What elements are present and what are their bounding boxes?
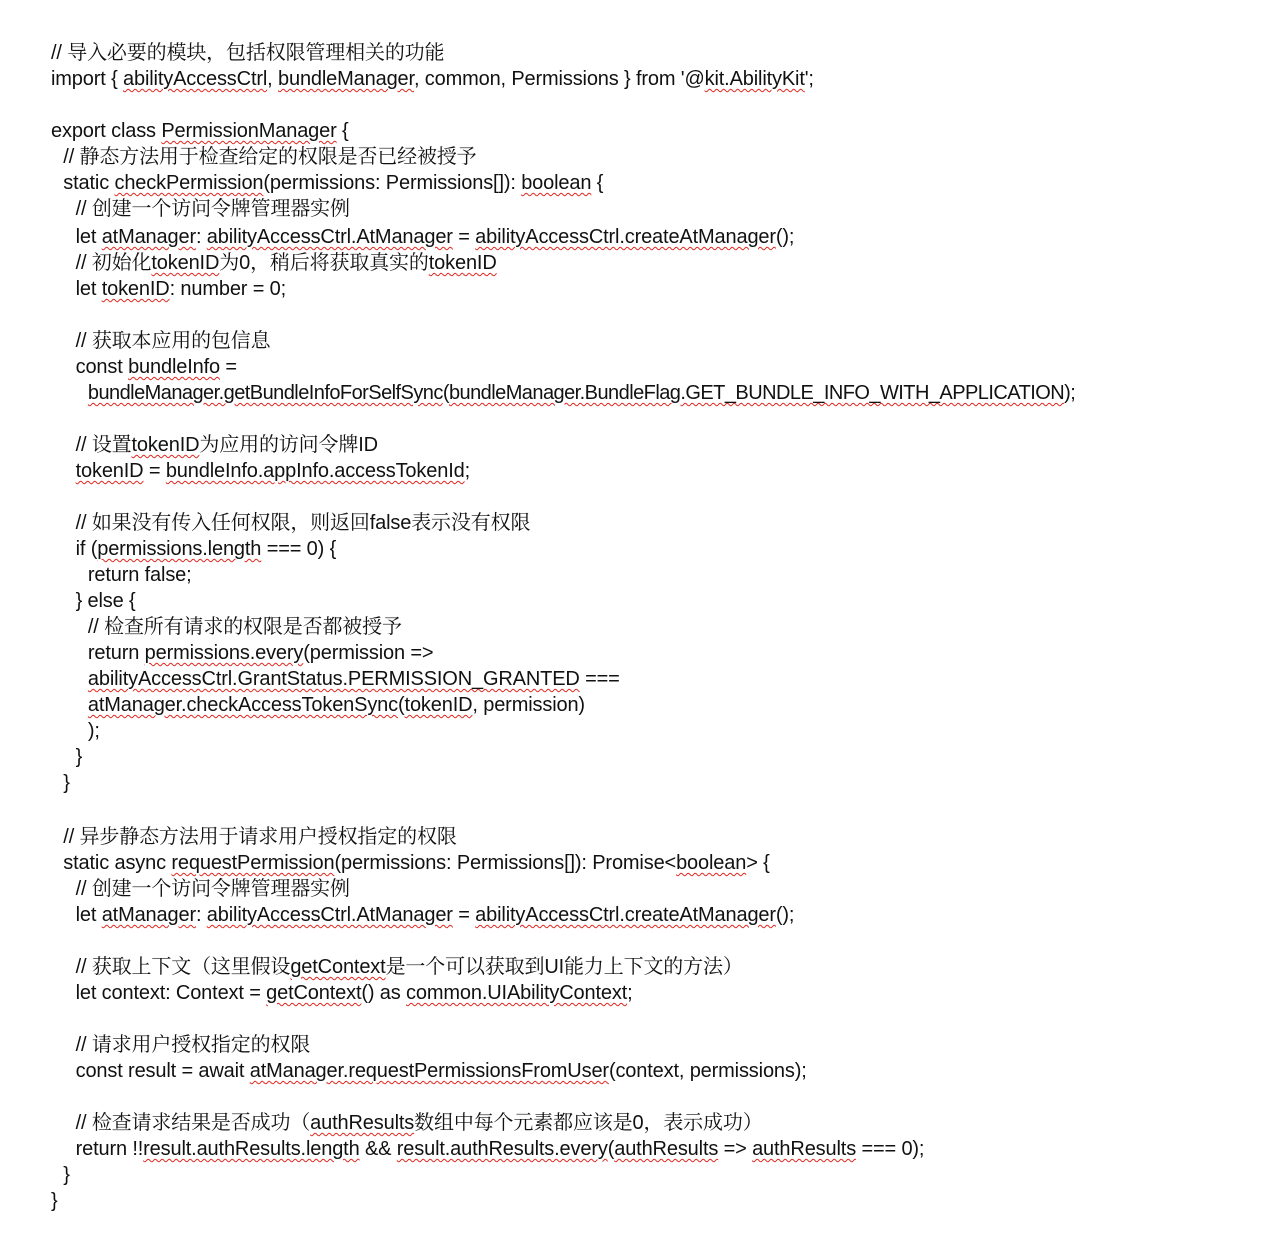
code-line [63,850,769,876]
spellcheck-flagged-word: bundleManager [278,68,414,90]
code-line [63,144,476,170]
code-line [76,510,531,536]
code-text: , [267,68,278,90]
code-text: } [75,746,83,768]
spellcheck-flagged-word: getContext [290,956,386,978]
spellcheck-flagged-word: tokenID [75,460,144,482]
spellcheck-flagged-word: kit.AbilityKit [704,68,805,90]
code-text: // 异步静态方法用于请求用户授权指定的权限 [63,826,457,848]
code-text: : [195,904,207,926]
code-line [76,354,237,380]
spellcheck-flagged-word: abilityAccessCtrl.GrantStatus.PERMISSION_GRANTED [87,668,580,690]
code-text: let [75,226,102,248]
code-text: () as [361,982,407,1004]
spellcheck-flagged-word: bundleInfo [128,356,220,378]
spellcheck-flagged-word: checkPermission [114,172,264,194]
code-line [76,1032,311,1058]
code-line [88,692,585,718]
code-text: 为应用的访问令牌ID [199,434,378,456]
code-text: export class [51,120,162,142]
code-line [51,1188,58,1214]
code-text: { [591,172,604,194]
code-text: , common, Permissions } from '@ [413,68,705,90]
code-text: ( [398,694,405,716]
spellcheck-flagged-word: result.authResults.every [396,1138,608,1160]
spellcheck-flagged-word: permissions.length [97,538,262,560]
code-text: const result = await [75,1060,250,1082]
code-text: import { [51,68,124,90]
code-text: (permission => [303,642,434,664]
code-text: // 设置 [75,434,132,456]
code-text: const [75,356,129,378]
code-text: // 创建一个访问令牌管理器实例 [75,198,350,220]
code-line [76,196,350,222]
spellcheck-flagged-word: atManager.requestPermissionsFromUser [249,1060,609,1082]
code-line [51,66,814,92]
spellcheck-flagged-word: permissions.every [144,642,304,664]
spellcheck-flagged-word: tokenID [404,694,473,716]
code-text: // 检查所有请求的权限是否都被授予 [87,616,402,638]
code-line [76,588,136,614]
spellcheck-flagged-word: abilityAccessCtrl [123,68,268,90]
spellcheck-flagged-word: result.authResults.length [143,1138,360,1160]
code-line [51,40,444,66]
code-text: (context, permissions); [608,1060,807,1082]
code-line [63,770,70,796]
code-text: ; [627,982,633,1004]
code-text: static [63,172,115,194]
spellcheck-flagged-word: boolean [676,852,747,874]
code-text: return [87,642,145,664]
spellcheck-flagged-word: boolean [521,172,592,194]
code-text: } else { [75,590,136,612]
code-line [88,718,100,744]
spellcheck-flagged-word: getContext [266,982,362,1004]
spellcheck-flagged-word: authResults [752,1138,857,1160]
code-text: === 0); [856,1138,925,1160]
code-text: = [143,460,166,482]
code-text: let context: Context = [75,982,267,1004]
spellcheck-flagged-word: atManager.checkAccessTokenSync [87,694,399,716]
code-text: : [195,226,207,248]
code-text: } [51,1190,58,1212]
code-text: 为0，稍后将获取真实的 [219,252,429,274]
code-text: === 0) { [261,538,337,560]
code-text: => [718,1138,753,1160]
code-line [88,562,192,588]
code-line [76,954,743,980]
code-text: ( [607,1138,615,1160]
spellcheck-flagged-word: tokenID [428,252,497,274]
code-text: ); [1064,382,1076,404]
code-text: ( [442,382,449,404]
code-text: && [359,1138,397,1160]
code-line [88,666,620,692]
code-line [76,224,795,250]
code-line [76,902,795,928]
spellcheck-flagged-word: authResults [310,1112,415,1134]
code-text: = [219,356,237,378]
code-text: if ( [75,538,98,560]
spellcheck-flagged-word: PermissionManager [161,120,337,142]
code-line [76,536,337,562]
code-line [76,744,83,770]
code-text: (permissions: Permissions[]): [263,172,522,194]
code-text: '; [804,68,814,90]
code-text: ; [464,460,471,482]
spellcheck-flagged-word: requestPermission [171,852,335,874]
code-line [76,876,350,902]
spellcheck-flagged-word: atManager [101,226,196,248]
code-text: // 检查请求结果是否成功（ [75,1112,311,1134]
code-text: // 静态方法用于检查给定的权限是否已经被授予 [63,146,477,168]
spellcheck-flagged-word: bundleInfo.appInfo.accessTokenId [165,460,465,482]
code-text: (); [775,226,795,248]
code-text: : number = 0; [169,278,287,300]
spellcheck-flagged-word: tokenID [151,252,220,274]
spellcheck-flagged-word: tokenID [131,434,200,456]
code-text: ); [87,720,100,742]
code-line [63,824,456,850]
code-text: (); [775,904,795,926]
code-line [76,1058,807,1084]
spellcheck-flagged-word: atManager [101,904,196,926]
code-text: let [75,278,102,300]
spellcheck-flagged-word: abilityAccessCtrl.createAtManager [475,226,776,248]
code-text: return false; [87,564,192,586]
code-text: = [452,226,476,248]
code-line [63,1162,70,1188]
code-text: } [63,1164,70,1186]
code-line [76,1136,925,1162]
code-line [76,328,271,354]
code-line [76,458,470,484]
code-line [76,1110,763,1136]
code-text: === [579,668,620,690]
spellcheck-flagged-word: abilityAccessCtrl.AtManager [206,904,453,926]
code-text: } [63,772,70,794]
code-text: return !! [75,1138,144,1160]
code-line [88,614,402,640]
code-text: 数组中每个元素都应该是0，表示成功） [414,1112,763,1134]
spellcheck-flagged-word: bundleManager.BundleFlag.GET_BUNDLE_INFO_WITH_APPLICATION [448,382,1065,404]
code-text: 是一个可以获取到UI能力上下文的方法） [385,956,743,978]
code-text: // 初始化 [75,252,152,274]
code-line [76,980,633,1006]
spellcheck-flagged-word: bundleManager.getBundleInfoForSelfSync [87,382,443,404]
spellcheck-flagged-word: common.UIAbilityContext [406,982,628,1004]
code-text: static async [63,852,172,874]
spellcheck-flagged-word: tokenID [101,278,170,300]
code-text: // 获取本应用的包信息 [75,330,271,352]
code-text: > { [746,852,770,874]
code-text: // 请求用户授权指定的权限 [75,1034,311,1056]
code-text: let [75,904,102,926]
code-text: (permissions: Permissions[]): Promise< [334,852,677,874]
code-text: = [452,904,476,926]
code-line [88,640,434,666]
spellcheck-flagged-word: abilityAccessCtrl.AtManager [206,226,453,248]
spellcheck-flagged-word: abilityAccessCtrl.createAtManager [475,904,776,926]
code-text: // 如果没有传入任何权限，则返回false表示没有权限 [75,512,531,534]
code-line [76,276,286,302]
code-line [88,380,1075,406]
code-line [51,118,349,144]
code-line [76,432,378,458]
code-line [76,250,497,276]
spellcheck-flagged-word: authResults [614,1138,719,1160]
code-text: // 导入必要的模块，包括权限管理相关的功能 [51,42,445,64]
code-text: , permission) [472,694,585,716]
code-text: { [336,120,349,142]
code-text: // 获取上下文（这里假设 [75,956,291,978]
code-text: // 创建一个访问令牌管理器实例 [75,878,350,900]
code-line [63,170,603,196]
